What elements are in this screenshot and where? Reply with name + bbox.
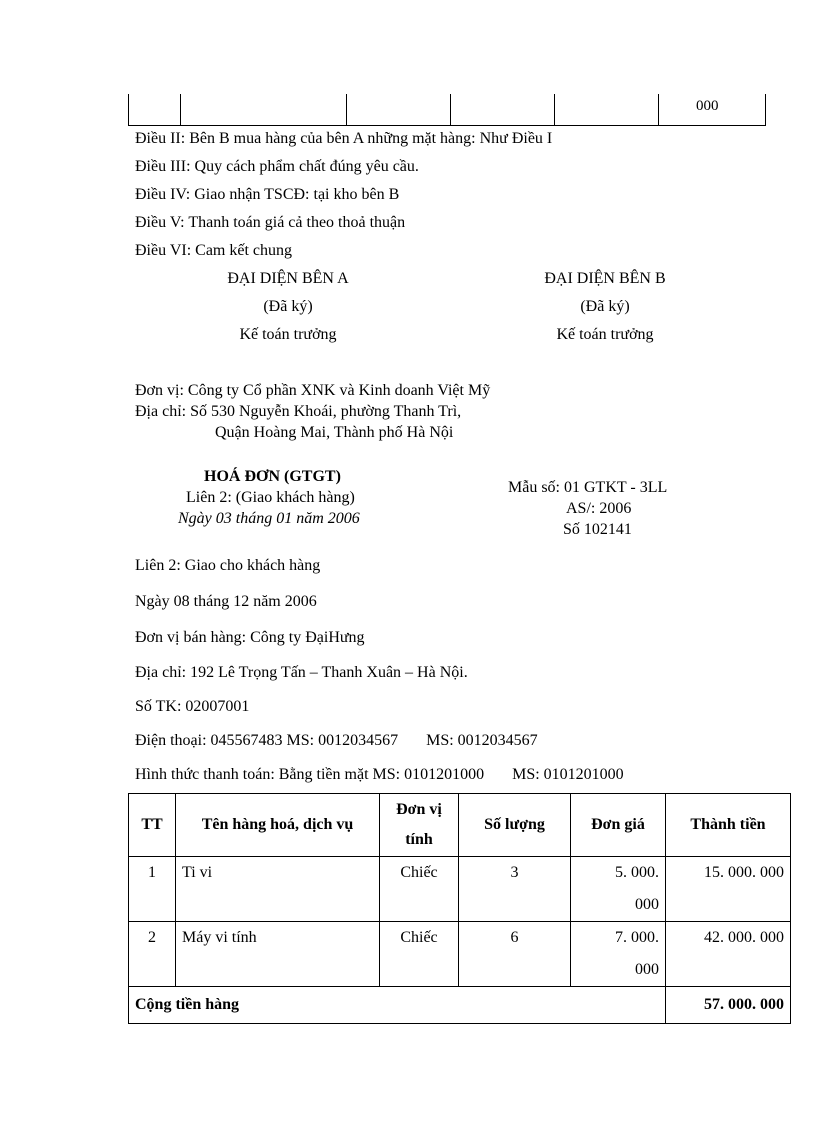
row-quantity: 3 bbox=[459, 857, 571, 922]
signature-b-role: Kế toán trưởng bbox=[556, 326, 654, 343]
invoice-number: Số 102141 bbox=[563, 521, 632, 538]
sale-date: Ngày 08 tháng 12 năm 2006 bbox=[135, 593, 317, 610]
form-number: Mẫu số: 01 GTKT - 3LL bbox=[508, 479, 668, 496]
row-unit-price-line2: 000 bbox=[635, 896, 659, 913]
phone-line: Điện thoại: 045567483 MS: 0012034567 MS: 0012034567 bbox=[135, 732, 538, 749]
account-number: Số TK: 02007001 bbox=[135, 698, 250, 715]
seller-unit: Đơn vị bán hàng: Công ty ĐạiHưng bbox=[135, 629, 365, 646]
row-quantity: 6 bbox=[459, 922, 571, 987]
row-item-name: Máy vi tính bbox=[176, 922, 380, 987]
signature-a-title: ĐẠI DIỆN BÊN A bbox=[227, 270, 349, 287]
header-unit-line1: Đơn vị bbox=[396, 801, 442, 818]
article-6: Điều VI: Cam kết chung bbox=[135, 242, 293, 259]
company-unit: Đơn vị: Công ty Cổ phần XNK và Kinh doanh Việt Mỹ bbox=[135, 382, 491, 399]
article-5: Điều V: Thanh toán giá cả theo thoả thuận bbox=[135, 214, 406, 231]
header-amount: Thành tiền bbox=[666, 794, 791, 857]
row-unit: Chiếc bbox=[380, 857, 459, 922]
header-item-name: Tên hàng hoá, dịch vụ bbox=[176, 794, 380, 857]
previous-table-fragment bbox=[128, 94, 766, 126]
table-row bbox=[129, 922, 791, 987]
header-unit-line2: tính bbox=[405, 831, 433, 848]
total-value: 57. 000. 000 bbox=[666, 987, 791, 1024]
row-unit-price bbox=[571, 922, 666, 987]
table-cell-amount: 000 bbox=[696, 98, 719, 114]
row-amount: 15. 000. 000 bbox=[666, 857, 791, 922]
table-row bbox=[129, 857, 791, 922]
company-address-line2: Quận Hoàng Mai, Thành phố Hà Nội bbox=[215, 424, 454, 441]
row-unit-price bbox=[571, 857, 666, 922]
invoice-copy: Liên 2: (Giao khách hàng) bbox=[186, 489, 355, 506]
row-item-name: Ti vi bbox=[176, 857, 380, 922]
article-4: Điều IV: Giao nhận TSCĐ: tại kho bên B bbox=[135, 186, 400, 203]
table-header-row bbox=[129, 794, 791, 857]
invoice-title: HOÁ ĐƠN (GTGT) bbox=[204, 468, 341, 485]
row-amount: 42. 000. 000 bbox=[666, 922, 791, 987]
header-quantity: Số lượng bbox=[459, 794, 571, 857]
copy-line: Liên 2: Giao cho khách hàng bbox=[135, 557, 321, 574]
row-unit-price-line2: 000 bbox=[635, 961, 659, 978]
row-unit-price-line1: 7. 000. bbox=[615, 929, 659, 946]
header-tt: TT bbox=[129, 794, 176, 857]
header-unit bbox=[380, 794, 459, 857]
payment-method: Hình thức thanh toán: Bằng tiền mặt MS: 0101201000 MS: 0101201000 bbox=[135, 766, 624, 783]
row-tt: 1 bbox=[129, 857, 176, 922]
signature-a-signed: (Đã ký) bbox=[263, 298, 313, 315]
signature-b-signed: (Đã ký) bbox=[580, 298, 630, 315]
company-address: Địa chỉ: Số 530 Nguyễn Khoái, phường Thanh Trì, bbox=[135, 403, 462, 420]
article-3: Điều III: Quy cách phẩm chất đúng yêu cầu. bbox=[135, 158, 419, 175]
invoice-series: AS/: 2006 bbox=[566, 500, 632, 517]
signature-a-role: Kế toán trưởng bbox=[239, 326, 337, 343]
total-row bbox=[129, 987, 791, 1024]
article-2: Điều II: Bên B mua hàng của bên A những mặt hàng: Như Điều I bbox=[135, 130, 553, 147]
row-tt: 2 bbox=[129, 922, 176, 987]
invoice-items-table bbox=[128, 793, 791, 1024]
invoice-date: Ngày 03 tháng 01 năm 2006 bbox=[178, 510, 360, 527]
row-unit-price-line1: 5. 000. bbox=[615, 864, 659, 881]
seller-address: Địa chỉ: 192 Lê Trọng Tấn – Thanh Xuân – Hà Nội. bbox=[135, 664, 468, 681]
header-unit-price: Đơn giá bbox=[571, 794, 666, 857]
signature-b-title: ĐẠI DIỆN BÊN B bbox=[544, 270, 666, 287]
row-unit: Chiếc bbox=[380, 922, 459, 987]
total-label: Cộng tiền hàng bbox=[129, 987, 666, 1024]
